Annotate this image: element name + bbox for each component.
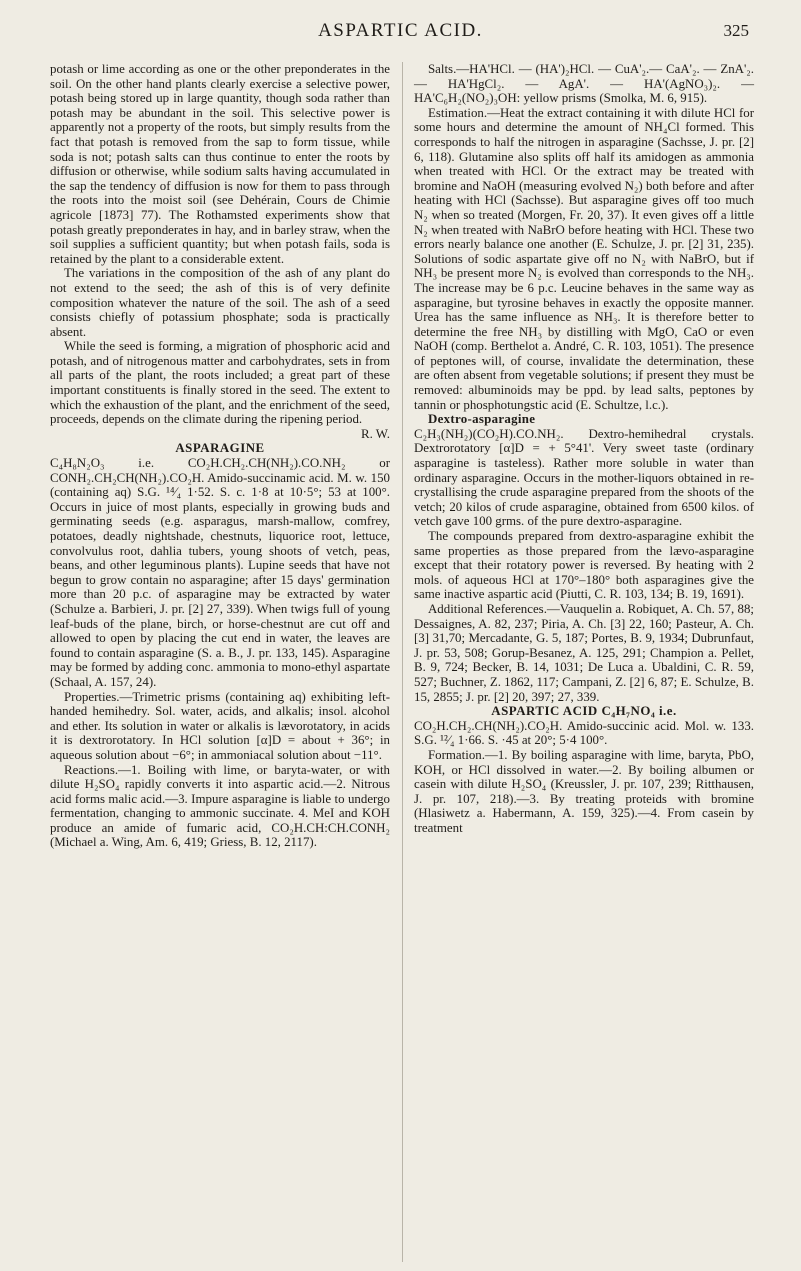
right-column: [414, 62, 754, 835]
aspartic-acid-entry: CO₂H.CH₂.CH(NH₂).CO₂H. Amido-succinic acid. Mol. w. 133. S.G. ¹²⁄₄ 1·66. S. ·45 at 20°; 5·4 100°.: [414, 718, 754, 748]
author-signature: R. W.: [360, 426, 390, 441]
heading-asparagine: ASPARAGINE: [175, 441, 265, 456]
page-number: 325: [723, 21, 749, 40]
paragraph-salts: Salts.—HA'HCl. — (HA')₂HCl. — CuA'₂.— CaA'₂. — ZnA'₂. — HA'HgCl₂. — AgA'. — HA'(AgNO₃)₂. — HA'C₆H₂(NO₂)₃OH: yellow prisms (Smolka, M. 6, 915).: [414, 62, 754, 106]
heading-aspartic-acid: ASPARTIC ACID C₄H₇NO₄ i.e.: [491, 704, 677, 719]
running-head-title: ASPARTIC ACID.: [318, 20, 483, 41]
paragraph-migration: While the seed is forming, a migration of phosphoric acid and potash, and of nitrogenous matter and carbohydrates, sets in from all parts of the plant, the roots included; a great part of these important constituents is finally stored in the seed. The extent to which the exhaustion of the plant, and the enrichment of the seed, proceeds, depends on the climate during the ripening period.: [50, 339, 390, 427]
left-column: [50, 62, 390, 850]
paragraph-seed-ash: The variations in the composition of the ash of any plant do not extend to the seed; the ash of this is of very definite composition whatever the nature of the soil. The ash of a seed consists chiefly of potassium phosphate; soda is practically absent.: [50, 266, 390, 339]
paragraph-reactions: Reactions.—1. Boiling with lime, or baryta-water, or with dilute H₂SO₄ rapidly converts it into aspartic acid.—2. Nitrous acid forms malic acid.—3. Impure asparagine is liable to undergo fermentation, changing to ammonic succinate. 4. MeI and KOH produce an amide of fumaric acid, CO₂H.CH:CH.CONH₂ (Michael a. Wing, Am. 6, 419; Griess, B. 12, 2117).: [50, 762, 390, 850]
paragraph-soil-selection: potash or lime according as one or the other preponderates in the soil. On the other hand plants clearly exercise a selective power, potash being stored up in large quantity, though soda rather than potash may be abundant in the soil. This selective power is apparently not a property of the roots, but simply results from the fact that potash is removed from the sap to form tissue, while soda is not; potash salts can thus continue to enter the roots by diffusion or otherwise, while sodium salts having accumulated in the sap the tendency of diffusion is now for them to pass through the roots into the moist soil (see Dehérain, Cours de Chimie agricole [1873] 77). The Rothamsted experiments show that potash greatly preponderates in hay, and in barley straw, when the soil supplies a sufficient quantity; but when potash fails, soda is retained by the plant to a considerable extent.: [50, 62, 390, 266]
column-divider: [402, 62, 403, 1262]
paragraph-estimation: Estimation.—Heat the extract containing it with dilute HCl for some hours and determine the amount of NH₄Cl formed. This corresponds to half the nitrogen in asparagine (Sachsse, J. pr. [2] 6, 118). Glutamine also splits off half its amidogen as ammonia when treated with HCl. Or the extract may be treated with bromine and NaOH (measuring evolved N₂) both before and after heating with HCl (Sachsse). But asparagine gives off too much N₂ when so treated (Morgen, Fr. 20, 37). It even gives off a little N₂ when treated with NaBrO before heating with HCl. These two errors nearly balance one another (E. Schulze, J. pr. [2] 31, 235). Solutions of sodic aspartate give off no N₂ with NaBrO, but if NH₃ be present more N₂ is evolved than corresponds to the NH₃. The increase may be 6 p.c. Leucine behaves in the same way as asparagine, but tyrosine behaves in exactly the opposite manner. Urea has the same influence as NH₃. It is therefore better to determine the free NH₃ by distilling with MgO, CaO or even NaOH (comp. Berthelot a. André, C. R. 103, 1051). The presence of peptones will, of course, invalidate the determination, these are often absent from vegetable solutions; if present they must be removed: albuminoids may be ppd. by lead salts, peptones by tannin or phosphotungstic acid (E. Schultze, l.c.).: [414, 105, 754, 412]
paragraph-formation: Formation.—1. By boiling asparagine with lime, baryta, PbO, KOH, or HCl dissolved in water.—2. By boiling albumen or casein with dilute H₂SO₄ (Kreussler, J. pr. 107, 239; Ritthausen, J. pr. 107, 218).—3. By treating proteids with bromine (Hlasiwetz a. Habermann, A. 159, 325).—4. From casein by treatment: [414, 747, 754, 835]
asparagine-entry: C₄H₈N₂O₃ i.e. CO₂H.CH₂.CH(NH₂).CO.NH₂ or CONH₂.CH₂CH(NH₂).CO₂H. Amido-succinamic acid. M. w. 150 (containing aq) S.G. ¹⁴⁄₄ 1·52. S. c. 1·8 at 10·5°; 53 at 100°. Occurs in juice of most plants, especially in growing buds and germinating seeds (e.g. asparagus, marsh-mallow, comfrey, potatoes, deadly nightshade, chestnuts, liquorice root, lettuce, convolvulus root, dahlia tubers, young shoots of vetch, peas, beans, and other leguminous plants). Lupine seeds that have not begun to grow contain no asparagine; after 15 days' germination more than 20 p.c. of asparagine may be extracted by water (Schulze a. Barbieri, J. pr. [2] 27, 339). When twigs full of young leaf-buds of the plane, birch, or horse-chestnut are cut off and allowed to open by placing the cut end in water, the leaves are found to contain asparagine (S. a. B., J. pr. 133, 145). Asparagine may be formed by adding conc. ammonia to mono-ethyl aspartate (Schaal, A. 157, 24).: [50, 456, 390, 689]
paragraph-compounds: The compounds prepared from dextro-asparagine exhibit the same properties as those prepared from the lævo-asparagine except that their rotatory power is reversed. By heating with 2 mols. of aqueous HCl at 170°–180° both asparagines give the same inactive aspartic acid (Piutti, C. R. 103, 134; B. 19, 1691).: [414, 529, 754, 602]
paragraph-properties: Properties.—Trimetric prisms (containing aq) exhibiting left-handed hemihedry. Sol. water, acids, and alkalis; insol. alcohol and ether. Its solution in water or alkalis is lævorotatory, in acids it is dextrorotatory. In HCl solution [α]D = about + 36°; in aqueous solution about −6°; in ammoniacal solution about −11°.: [50, 689, 390, 762]
heading-dextro-asparagine: Dextro-asparagine: [428, 412, 536, 427]
paragraph-dextro-asparagine: C₂H₃(NH₂)(CO₂H).CO.NH₂. Dextro-hemihedral crystals. Dextrorotatory [α]D = + 5°41'. Very sweet taste (ordinary asparagine is tasteless). Rather more soluble in water than ordinary asparagine. Occurs in the mother-liquors obtained in re-crystallising the crude asparagine prepared from the shoots of the vetch; 20 kilos of crude asparagine, obtained from 6500 kilos. of vetch gave 100 grms. of the pure dextro-asparagine.: [414, 426, 754, 529]
page-header: [0, 20, 801, 50]
paragraph-additional-references: Additional References.—Vauquelin a. Robiquet, A. Ch. 57, 88; Dessaignes, A. 82, 237; Piria, A. Ch. [3] 22, 160; Pasteur, A. Ch. [3] 31,70; Mercadante, G. 5, 187; Portes, B. 9, 1934; Dubrunfaut, J. pr. 53, 508; Gorup-Besanez, A. 125, 291; Champion a. Pellet, B. 9, 724; Becker, B. 14, 1031; De Luca a. Ubaldini, C. R. 59, 527; Buchner, Z. 1862, 117; Campani, Z. [2] 6, 87; E. Schulze, B. 15, 2855; J. pr. [2] 20, 397; 27, 339.: [414, 601, 754, 704]
